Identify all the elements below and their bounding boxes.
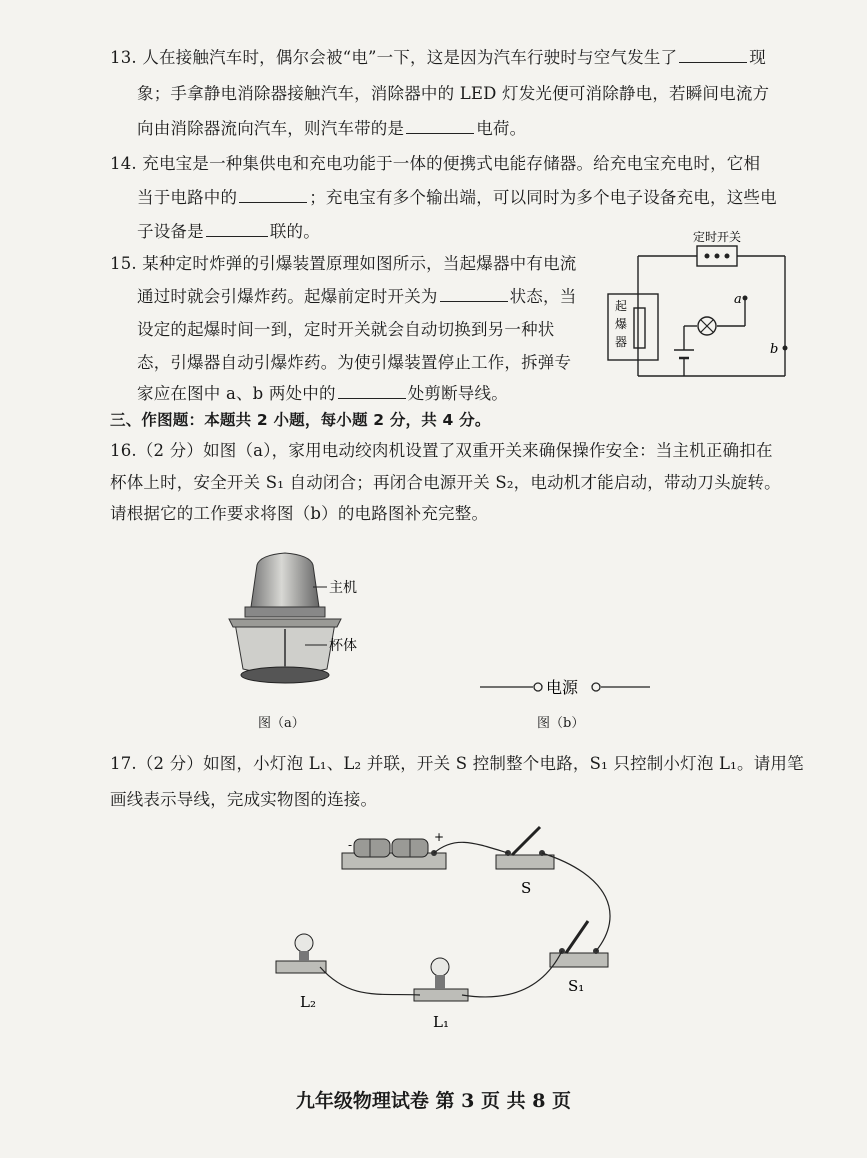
q17-line1: 17.（2 分）如图，小灯泡 L₁、L₂ 并联，开关 S 控制整个电路，S₁ 只控制小灯泡 L₁。请用笔 — [110, 754, 804, 773]
q14-text: 联的。 — [269, 222, 320, 241]
q16-line3: 请根据它的工作要求将图（b）的电路图补充完整。 — [110, 504, 489, 523]
q15-line4: 态，引爆器自动引爆炸药。为使引爆装置停止工作，拆弹专 — [137, 353, 572, 372]
q15-text: 处剪断导线。 — [407, 384, 508, 403]
q13-line1 — [110, 44, 766, 68]
switch-s1-label: S₁ — [568, 977, 585, 995]
q13-text: 电荷。 — [476, 119, 527, 138]
host-label: 主机 — [329, 580, 357, 596]
q14-text: 当于电路中的 — [137, 188, 238, 207]
cup-label: 杯体 — [329, 638, 357, 654]
page-footer: 九年级物理试卷 第 3 页 共 8 页 — [295, 1090, 572, 1112]
power-source-figure — [478, 672, 658, 702]
q15-line5 — [137, 380, 508, 404]
switch-s-label: S — [521, 879, 532, 897]
q15-circuit-diagram — [600, 228, 795, 388]
q15-line1: 15. 某种定时炸弹的引爆装置原理如图所示，当起爆器中有电流 — [110, 254, 577, 273]
timer-switch-label: 定时开关 — [692, 230, 742, 244]
point-a-label: a — [734, 292, 742, 307]
q15-text: 状态，当 — [509, 287, 577, 306]
q13-text: 向由消除器流向汽车，则汽车带的是 — [137, 119, 405, 138]
q15-blank-1[interactable] — [440, 285, 508, 303]
q14-text: ；充电宝有多个输出端，可以同时为多个电子设备充电，这些电 — [309, 188, 777, 207]
q13-blank-2[interactable] — [406, 117, 474, 135]
q14-line3 — [137, 218, 320, 242]
q14-line1: 14. 充电宝是一种集供电和充电功能于一体的便携式电能存储器。给充电宝充电时，它相 — [110, 154, 761, 173]
lamp-l1-label: L₁ — [433, 1013, 449, 1031]
q13-line2: 象；手拿静电消除器接触汽车，消除器中的 LED 灯发光便可消除静电，若瞬间电流方 — [137, 84, 770, 103]
terminal-right-icon — [592, 683, 600, 691]
q14-line2 — [137, 184, 777, 208]
q13-blank-1[interactable] — [679, 46, 747, 64]
detonator-label-2: 爆 — [615, 317, 628, 331]
lamp-l2-label: L₂ — [300, 993, 316, 1011]
q15-line2 — [137, 283, 576, 307]
meat-grinder-figure — [215, 545, 385, 695]
switch-s1-icon — [550, 921, 608, 967]
fig-b-caption: 图（b） — [537, 716, 585, 731]
q16-line1: 16.（2 分）如图（a），家用电动绞肉机设置了双重开关来确保操作安全：当主机正确扣在 — [110, 441, 773, 460]
q15-line3: 设定的起爆时间一到，定时开关就会自动切换到另一种状 — [137, 320, 555, 339]
power-label: 电源 — [546, 678, 579, 697]
q15-text: 通过时就会引爆炸药。起爆前定时开关为 — [137, 287, 438, 306]
section-3-header: 三、作图题：本题共 2 小题，每小题 2 分，共 4 分。 — [110, 411, 491, 429]
q17-physical-circuit — [270, 815, 630, 1035]
detonator-label-3: 器 — [615, 335, 628, 349]
fig-a-caption: 图（a） — [258, 716, 305, 731]
q14-blank-2[interactable] — [206, 220, 268, 238]
detonator-label-1: 起 — [615, 299, 628, 313]
q14-blank-1[interactable] — [239, 186, 307, 204]
point-b-label: b — [770, 342, 779, 357]
terminal-left-icon — [534, 683, 542, 691]
q13-text: 13. 人在接触汽车时，偶尔会被“电”一下，这是因为汽车行驶时与空气发生了 — [110, 48, 678, 67]
q15-text: 家应在图中 a、b 两处中的 — [137, 384, 336, 403]
q13-text: 现 — [749, 48, 766, 67]
battery-holder-icon — [342, 839, 446, 869]
plus-sign: + — [434, 830, 445, 844]
minus-sign: - — [348, 838, 353, 852]
q16-line2: 杯体上时，安全开关 S₁ 自动闭合；再闭合电源开关 S₂，电动机才能启动，带动刀头旋转。 — [110, 473, 781, 492]
lamp-l2-icon — [276, 934, 326, 973]
q17-line2: 画线表示导线，完成实物图的连接。 — [110, 790, 378, 809]
q15-blank-2[interactable] — [338, 382, 406, 400]
switch-s-icon — [496, 827, 554, 869]
q14-text: 子设备是 — [137, 222, 204, 241]
q13-line3 — [137, 115, 526, 139]
lamp-l1-icon — [414, 958, 468, 1001]
